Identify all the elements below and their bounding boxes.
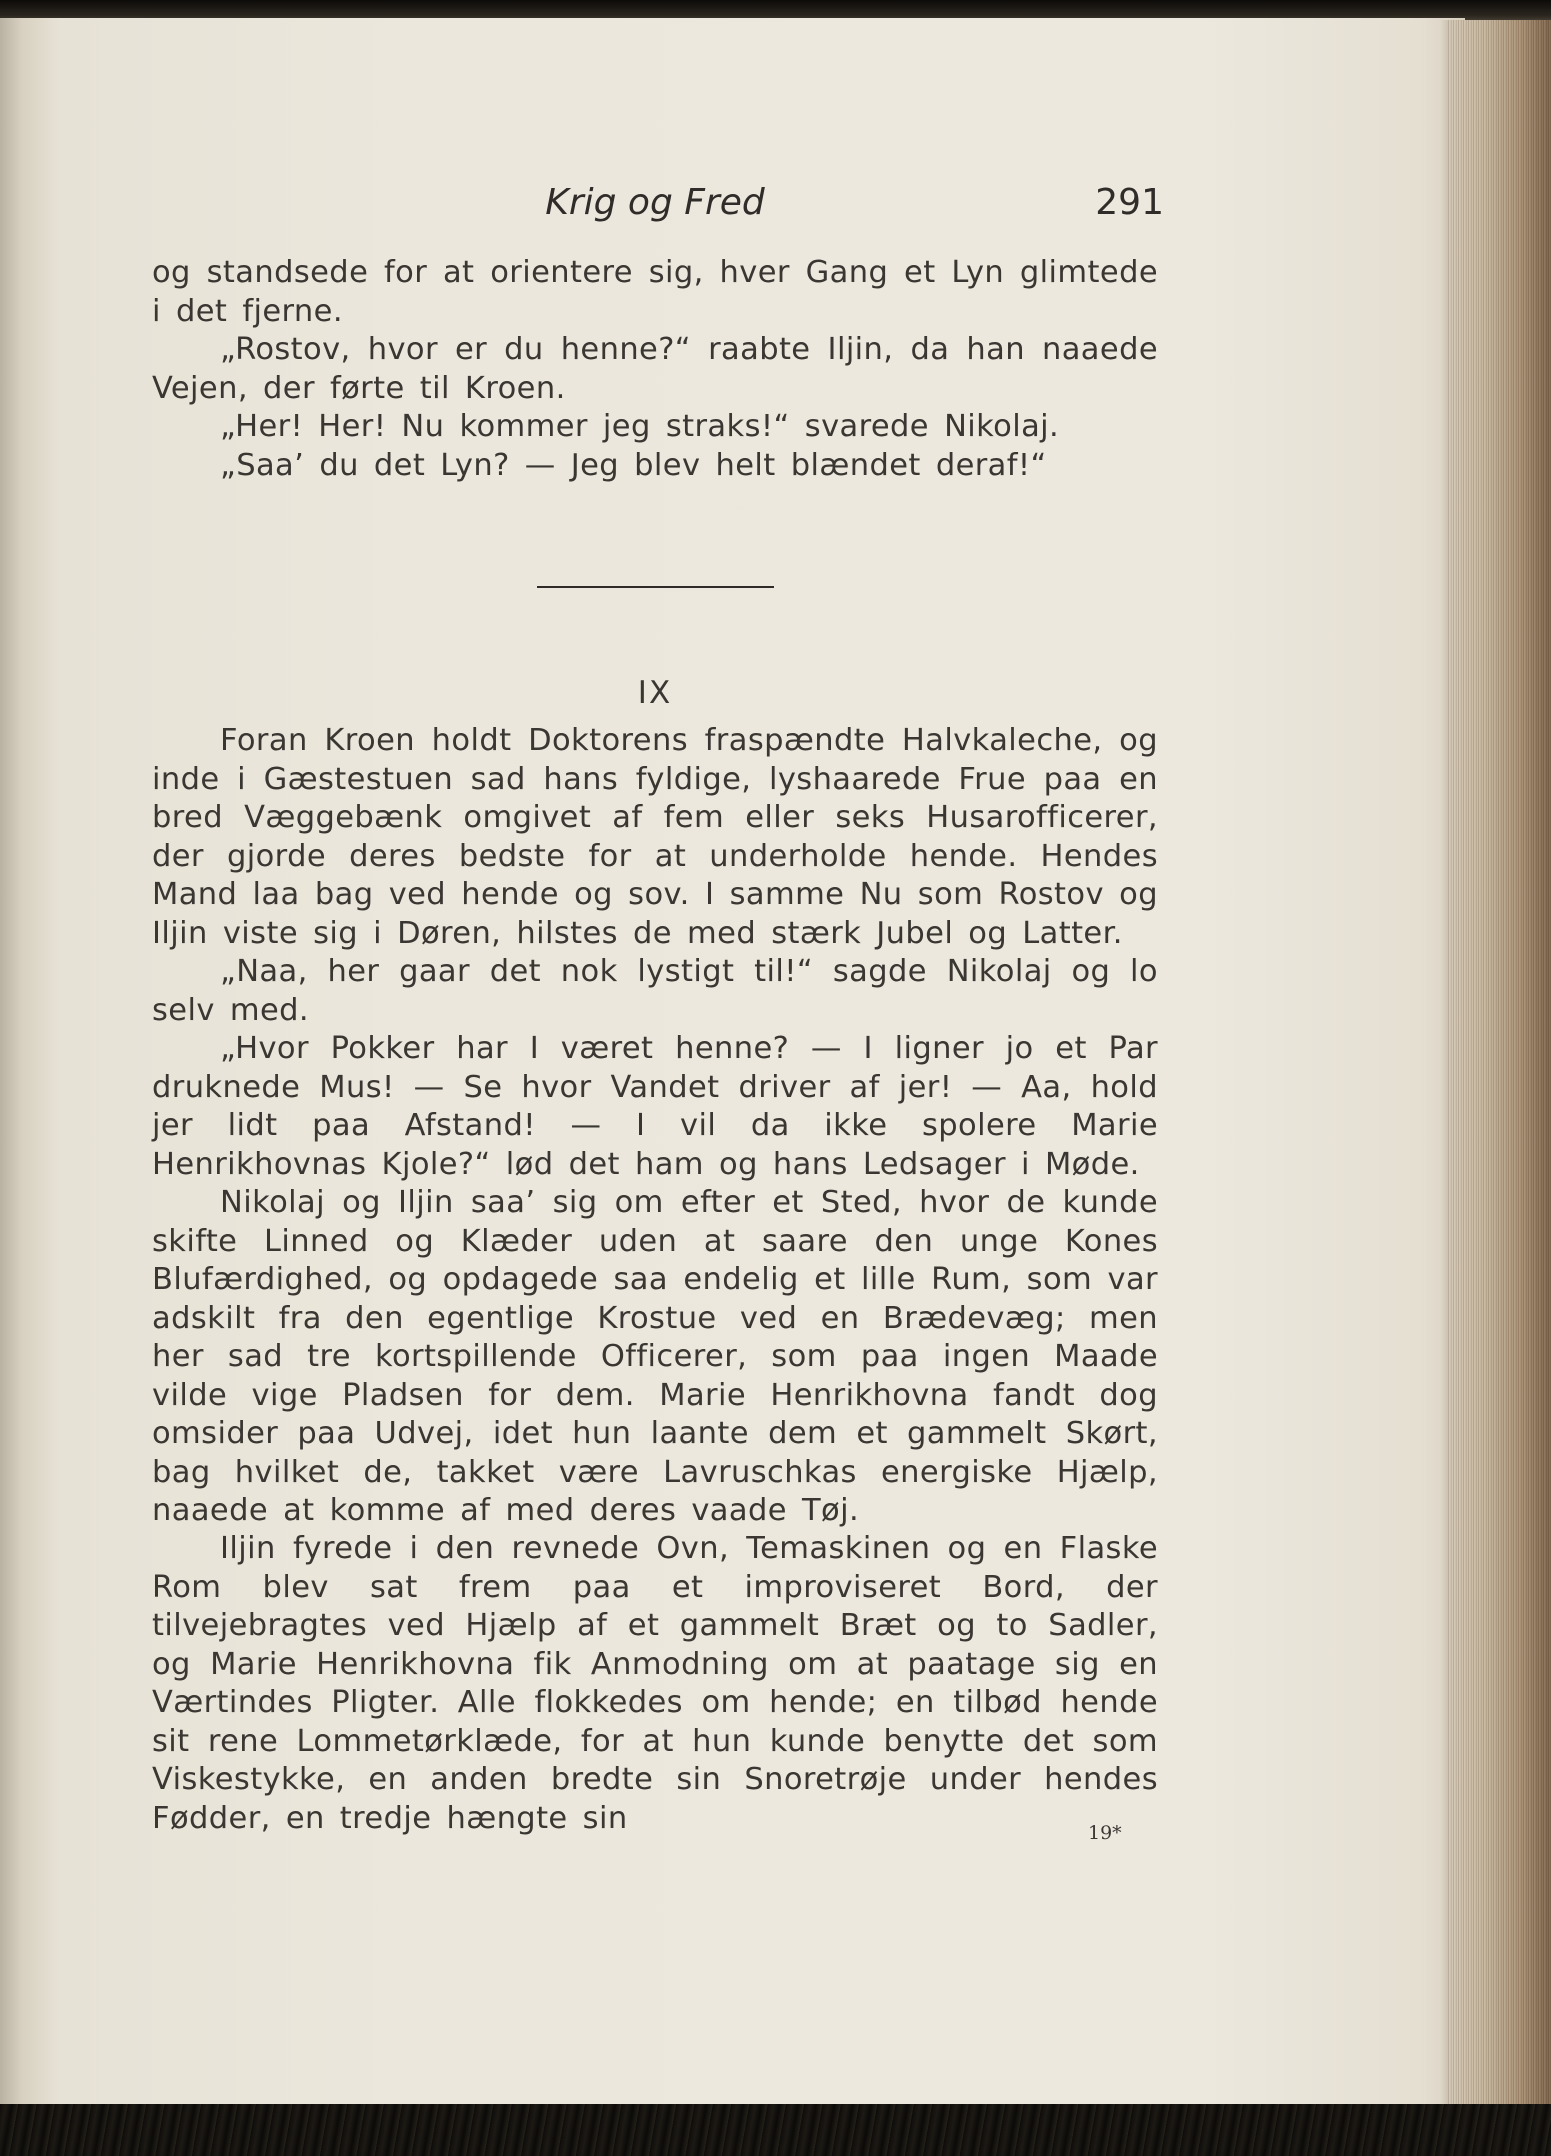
chapter-heading: IX [637,675,673,711]
scan-bottom-edge [0,2104,1551,2156]
paragraph-body: Foran Kroen holdt Doktorens fraspændte Halvkaleche, og inde i Gæstestuen sad hans fyldige, lyshaarede Frue paa en bred Væggebænk omgivet af fem eller seks Husarofficerer, der gjorde deres bedste for at underholde hende. Hendes Mand laa bag ved hende og sov. I samme Nu som Rostov og Iljin viste sig i Døren, hilstes de med stærk Jubel og Latter. [152,723,1158,951]
paragraph-body: Nikolaj og Iljin saa’ sig om efter et Sted, hvor de kunde skifte Linned og Klæder uden at saare den unge Kones Blufærdighed, og opdagede saa endelig et lille Rum, som var adskilt fra den egentlige Krostue ved en Brædevæg; men her sad tre kortspillende Officerer, som paa ingen Maade vilde vige Pladsen for dem. Marie Henrikhovna fandt dog omsider paa Udvej, idet hun laante dem et gammelt Skørt, bag hvilket de, takket være Lavruschkas energiske Hjælp, naaede at komme af med deres vaade Tøj. [152,1185,1158,1528]
paragraph-body: Iljin fyrede i den revnede Ovn, Temaskinen og en Flaske Rom blev sat frem paa et improviseret Bord, der tilvejebragtes ved Hjælp af et gammelt Bræt og to Sadler, og Marie Henrikhovna fik Anmodning om at paatage sig en Værtindes Pligter. Alle flokkedes om hende; en tilbød hende sit rene Lommetørklæde, for at hun kunde benytte det som Viskestykke, en anden bredte sin Snoretrøje under hendes Fødder, en tredje hængte sin [152,1531,1158,1836]
paragraph-dialogue: „Saa’ du det Lyn? — Jeg blev helt blændet deraf!“ [220,448,1047,483]
paragraph-continuation: og standsede for at orientere sig, hver Gang et Lyn glimtede i det fjerne. [152,255,1158,329]
book-page [0,18,1465,2106]
paragraph-dialogue: „Hvor Pokker har I været henne? — I ligner jo et Par druknede Mus! — Se hvor Vandet driver af jer! — Aa, hold jer lidt paa Afstand! — I vil da ikke spolere Marie Henrikhovnas Kjole?“ lød det ham og hans Ledsager i Møde. [152,1031,1158,1182]
page-block-fore-edge [1448,20,1551,2106]
section-divider-rule [537,586,774,588]
running-title: Krig og Fred [545,182,765,223]
page-number: 291 [1095,182,1164,223]
running-head [152,182,1164,230]
signature-mark: 19* [1088,1822,1122,1844]
paragraph-dialogue: „Naa, her gaar det nok lystigt til!“ sagde Nikolaj og lo selv med. [152,954,1158,1028]
paragraph-dialogue: „Her! Her! Nu kommer jeg straks!“ svarede Nikolaj. [220,409,1060,444]
paragraph-dialogue: „Rostov, hvor er du henne?“ raabte Iljin, da han naaede Vejen, der førte til Kroen. [152,332,1158,406]
